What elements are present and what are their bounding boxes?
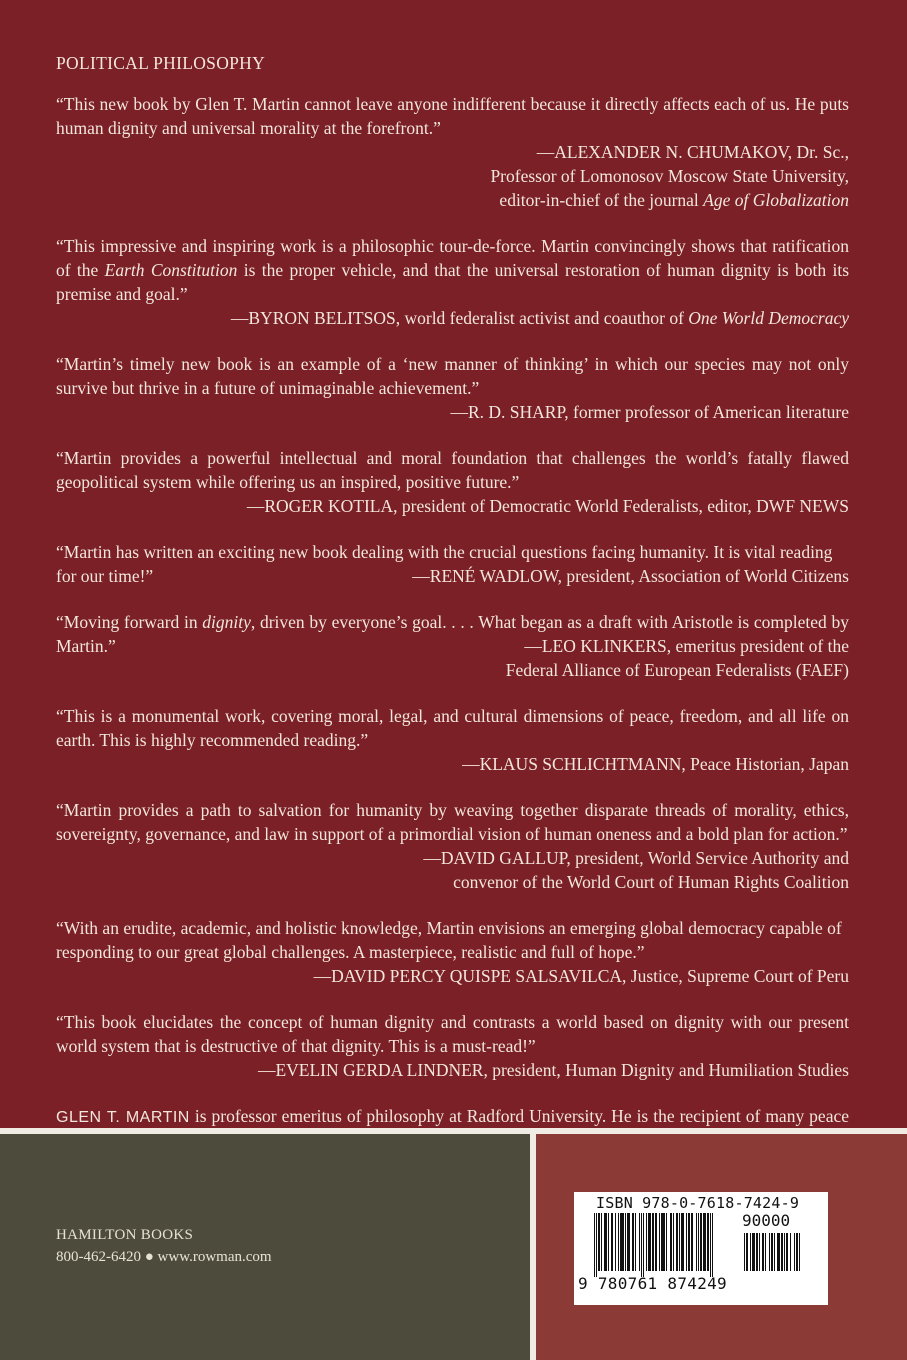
- blurb-quote: [56, 234, 849, 306]
- blurb-quote: “Martin’s timely new book is an example of a ‘new manner of thinking’ in which our species may not only survive but thrive in a future of unimaginable achievement.”: [56, 354, 849, 398]
- barcode-panel: [536, 1134, 907, 1360]
- blurb-gallup: [56, 798, 849, 894]
- barcode-bar: [620, 1213, 624, 1271]
- barcode-bar: [655, 1213, 657, 1271]
- blurb-quispe: [56, 916, 849, 988]
- quote-text: “With an erudite, academic, and holistic knowledge, Martin envisions an emerging global democracy capable of responding to our great global challenges. A masterpiece, realistic and full of hope.”: [56, 918, 842, 962]
- blurb-attribution: —KLAUS SCHLICHTMANN, Peace Historian, Japan: [462, 754, 849, 774]
- quote-italic: Earth Constitution: [104, 260, 238, 280]
- barcode-addon-digits: 90000: [742, 1211, 791, 1230]
- barcode-bar: [799, 1233, 800, 1271]
- barcode-bar: [752, 1233, 755, 1271]
- blurb-attribution: —EVELIN GERDA LINDNER, president, Human Dignity and Humiliation Studies: [257, 1060, 849, 1080]
- barcode-bar: [786, 1233, 788, 1271]
- attribution-text: —BYRON BELITSOS, world federalist activist and coauthor of: [230, 308, 689, 328]
- barcode-bar: [777, 1233, 780, 1271]
- barcode-bar: [611, 1213, 613, 1271]
- barcode-bar: [601, 1213, 602, 1271]
- publisher-contact: 800-462-6420 ● www.rowman.com: [56, 1249, 272, 1265]
- barcode-bar: [796, 1233, 798, 1271]
- barcode-bars: [594, 1213, 740, 1277]
- barcode-bar: [790, 1233, 791, 1271]
- blurb-attribution: —ROGER KOTILA, president of Democratic World Federalists, editor, DWF NEWS: [246, 496, 849, 516]
- barcode-bar: [707, 1213, 709, 1271]
- isbn-label: ISBN 978-0-7618-7424-9: [596, 1194, 800, 1212]
- barcode-bar: [676, 1213, 678, 1271]
- blurb-kotila: [56, 446, 849, 518]
- barcode-bar: [688, 1213, 690, 1271]
- barcode-bar: [750, 1233, 751, 1271]
- publisher-panel: [0, 1134, 530, 1360]
- barcode: [574, 1192, 828, 1305]
- barcode-bar: [670, 1213, 672, 1271]
- blurb-attribution-line: Federal Alliance of European Federalists (FAEF): [505, 660, 849, 680]
- blurb-attribution: [56, 306, 849, 330]
- barcode-bar: [673, 1213, 674, 1271]
- barcode-bar: [700, 1213, 702, 1271]
- blurb-attribution-line: Professor of Lomonosov Moscow State University,: [490, 166, 849, 186]
- barcode-bar: [598, 1213, 600, 1271]
- blurb-attribution: —LEO KLINKERS, emeritus president of the: [524, 636, 849, 656]
- blurb-klinkers: [56, 610, 849, 682]
- blurb-attribution: —ALEXANDER N. CHUMAKOV, Dr. Sc.,: [536, 142, 849, 162]
- blurb-quote: “This book elucidates the concept of human dignity and contrasts a world based on dignity with our present world system that is destructive of that dignity. This is a must-read!”: [56, 1012, 849, 1056]
- blurb-quote: [56, 540, 849, 588]
- barcode-bar: [652, 1213, 654, 1271]
- barcode-bar: [596, 1213, 597, 1277]
- blurb-quote: [56, 916, 849, 986]
- barcode-bar: [744, 1233, 745, 1271]
- blurb-sharp: [56, 352, 849, 424]
- barcode-bar: [696, 1213, 697, 1271]
- blurb-attribution: —DAVID GALLUP, president, World Service Authority and: [423, 848, 849, 868]
- quote-text: , driven by everyone’s goal. . . . What began as a draft with Aristotle is completed by Martin.”: [56, 612, 849, 656]
- blurb-attribution: —DAVID PERCY QUISPE SALSAVILCA, Justice, Supreme Court of Peru: [313, 966, 849, 986]
- barcode-bar: [762, 1233, 764, 1271]
- barcode-bar: [639, 1213, 640, 1271]
- category-label: POLITICAL PHILOSOPHY: [56, 53, 266, 73]
- blurb-chumakov: [56, 92, 849, 212]
- barcode-bar: [769, 1233, 770, 1271]
- barcode-bar: [781, 1233, 783, 1271]
- barcode-bar: [635, 1213, 636, 1271]
- barcode-bar: [632, 1213, 634, 1271]
- barcode-bar: [691, 1213, 693, 1271]
- barcode-bar: [686, 1213, 687, 1271]
- barcode-digits: 9 780761 874249: [578, 1274, 727, 1293]
- barcode-bar: [604, 1213, 607, 1271]
- blurb-attribution: —R. D. SHARP, former professor of American literature: [450, 402, 849, 422]
- barcode-addon-bars: [744, 1233, 820, 1277]
- barcode-bar: [712, 1213, 713, 1277]
- blurb-quote: “This is a monumental work, covering moral, legal, and cultural dimensions of peace, freedom, and all life on earth. This is highly recommended reading.”: [56, 706, 849, 750]
- barcode-bar: [765, 1233, 766, 1271]
- quote-text: is the proper vehicle, and that the universal restoration of human dignity is both its premise and goal.”: [56, 260, 850, 304]
- barcode-bar: [710, 1213, 711, 1277]
- barcode-bar: [608, 1213, 609, 1271]
- barcode-bar: [659, 1213, 660, 1271]
- quote-text: “Martin has written an exciting new book dealing with the crucial questions facing humanity. It is vital reading for our time!”: [56, 542, 833, 586]
- publisher-name: HAMILTON BOOKS: [56, 1227, 194, 1243]
- author-name: GLEN T. MARTIN: [56, 1109, 190, 1126]
- blurb-wadlow: [56, 540, 849, 588]
- barcode-bar: [641, 1213, 642, 1277]
- barcode-bar: [643, 1213, 644, 1277]
- barcode-bar: [681, 1213, 684, 1271]
- quote-text: “Moving forward in: [56, 612, 203, 632]
- barcode-bar: [666, 1213, 667, 1271]
- quote-italic: dignity: [202, 612, 251, 632]
- barcode-bar: [759, 1233, 760, 1271]
- barcode-bar: [625, 1213, 626, 1271]
- blurb-quote: “Martin provides a powerful intellectual and moral foundation that challenges the world’s fatally flawed geopolitical system while offering us an inspired, positive future.”: [56, 448, 849, 492]
- barcode-bar: [648, 1213, 651, 1271]
- barcode-bar: [703, 1213, 706, 1271]
- author-bio-text: is professor emeritus of philosophy at Radford University. He is the recipient of many peace: [194, 1106, 849, 1126]
- barcode-bar: [794, 1233, 795, 1271]
- barcode-bar: [615, 1213, 616, 1271]
- blurb-lindner: [56, 1010, 849, 1082]
- quote-text: “This impressive and inspiring work is a philosophic tour-de-force. Martin convincingly shows that ratification of the: [56, 236, 849, 280]
- blurb-belitsos: [56, 234, 849, 330]
- barcode-bar: [618, 1213, 619, 1271]
- barcode-bar: [771, 1233, 773, 1271]
- barcode-bar: [784, 1233, 785, 1271]
- journal-title: Age of Globalization: [703, 190, 849, 210]
- blurb-quote: “Martin provides a path to salvation for humanity by weaving together disparate threads of morality, ethics, sovereignty, governance, and law in support of a primordial vision of human oneness and a bold plan for action.”: [56, 800, 849, 844]
- barcode-bar: [627, 1213, 630, 1271]
- blurbs-list: [56, 92, 849, 1154]
- barcode-bar: [698, 1213, 699, 1271]
- barcode-bar: [756, 1233, 758, 1271]
- blurb-attribution-line: [56, 188, 849, 212]
- attribution-text: editor-in-chief of the journal: [499, 190, 704, 210]
- book-title: One World Democracy: [688, 308, 849, 328]
- barcode-bar: [746, 1233, 748, 1271]
- barcode-bar: [679, 1213, 680, 1271]
- blurb-attribution-line: convenor of the World Court of Human Rights Coalition: [453, 872, 849, 892]
- blurb-attribution: —RENÉ WADLOW, president, Association of World Citizens: [412, 566, 849, 586]
- barcode-bar: [594, 1213, 595, 1277]
- barcode-bar: [661, 1213, 665, 1271]
- barcode-bar: [774, 1233, 775, 1271]
- blurb-schlichtmann: [56, 704, 849, 776]
- blurb-quote: “This new book by Glen T. Martin cannot leave anyone indifferent because it directly affects each of us. He puts human dignity and universal morality at the forefront.”: [56, 94, 849, 138]
- barcode-bar: [646, 1213, 647, 1271]
